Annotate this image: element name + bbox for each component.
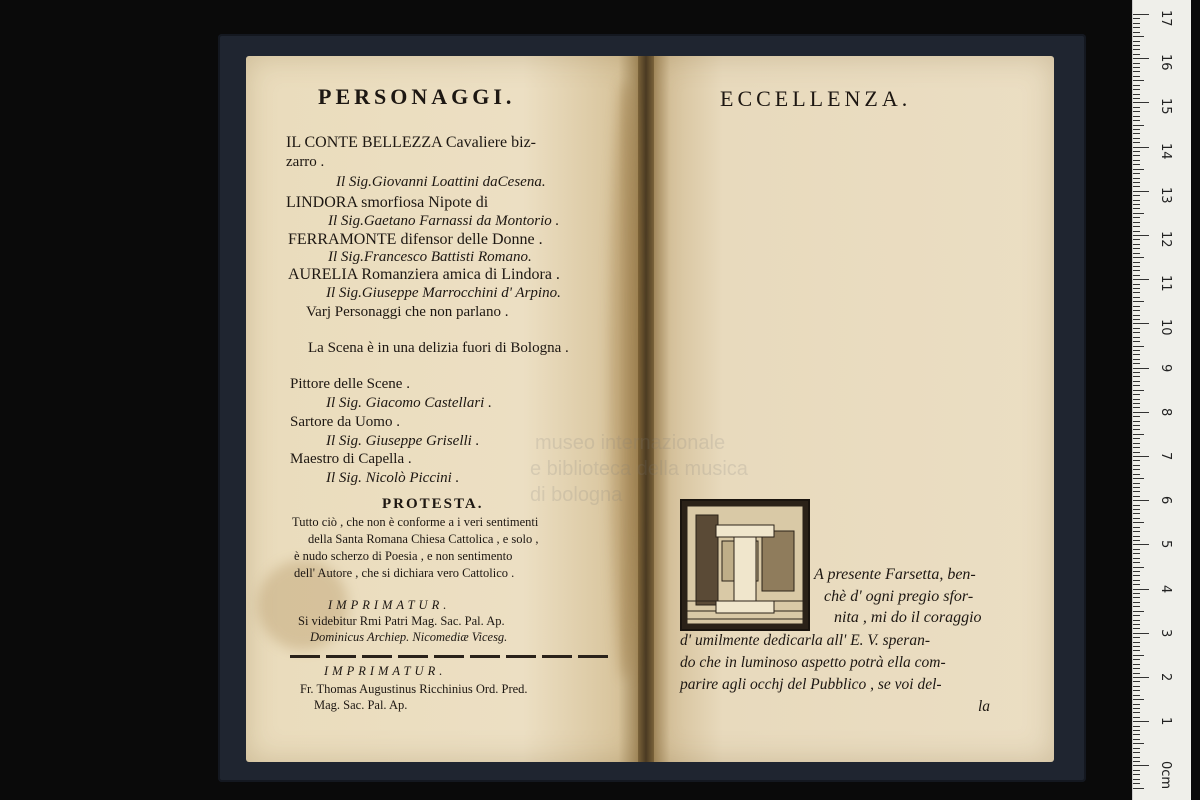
ruler-tick: [1133, 102, 1149, 103]
woodcut-illustration: [682, 501, 808, 629]
dedication-line: A presente Farsetta, ben-: [814, 566, 976, 583]
ruler-tick: [1133, 129, 1140, 130]
ruler-tick: [1133, 399, 1140, 400]
ruler-tick: [1133, 624, 1140, 625]
ruler-tick: [1133, 668, 1140, 669]
ruler-tick: [1133, 757, 1140, 758]
ruler-tick: [1133, 390, 1144, 391]
ruler-tick: [1133, 275, 1140, 276]
ruler-tick: [1133, 478, 1144, 479]
protesta-line: è nudo scherzo di Poesia , e non sentimento: [294, 549, 513, 563]
ruler-tick: [1133, 562, 1140, 563]
ruler-tick: [1133, 288, 1140, 289]
ruler-tick: [1133, 509, 1140, 510]
ruler-tick: [1133, 80, 1144, 81]
ruler-tick: [1133, 496, 1140, 497]
ruler-tick: [1133, 94, 1140, 95]
ruler-tick: [1133, 284, 1140, 285]
ruler-number: 14: [1158, 142, 1173, 160]
ruler-tick: [1133, 178, 1140, 179]
ruler-tick: [1133, 160, 1140, 161]
page-heading: ECCELLENZA.: [720, 86, 912, 111]
ruler-tick: [1133, 257, 1144, 258]
ruler-tick: [1133, 584, 1140, 585]
dedication-line: la: [978, 698, 991, 715]
ruler-tick: [1133, 770, 1140, 771]
imprimatur-title: IMPRIMATUR.: [324, 664, 447, 678]
ruler-tick: [1133, 337, 1140, 338]
ruler-tick: [1133, 89, 1140, 90]
ruler-tick: [1133, 253, 1140, 254]
ruler-tick: [1133, 173, 1140, 174]
ruler-tick: [1133, 527, 1140, 528]
ruler-tick: [1133, 465, 1140, 466]
ruler-tick: [1133, 659, 1140, 660]
ruler-tick: [1133, 217, 1140, 218]
ruler-tick: [1133, 452, 1140, 453]
ruler-tick: [1133, 49, 1140, 50]
ruler-tick: [1133, 381, 1140, 382]
ruler-tick: [1133, 429, 1140, 430]
ruler-tick: [1133, 63, 1140, 64]
ruler-tick: [1133, 14, 1149, 15]
credit-title: Pittore delle Scene .: [290, 376, 410, 392]
ruler-tick: [1133, 615, 1140, 616]
cast-role: AURELIA Romanziera amica di Lindora .: [288, 266, 560, 283]
dedication-line: do che in luminoso aspetto potrà ella com-: [680, 654, 946, 671]
ruler-tick: [1133, 71, 1140, 72]
ruler-tick: [1133, 677, 1149, 678]
watermark-line: museo internazionale: [535, 432, 726, 454]
ruler-tick: [1133, 642, 1140, 643]
cast-role: zarro .: [286, 154, 325, 170]
ruler-tick: [1133, 438, 1140, 439]
ruler-tick: [1133, 500, 1149, 501]
ruler-tick: [1133, 315, 1140, 316]
ruler-tick: [1133, 235, 1149, 236]
ruler-tick: [1133, 513, 1140, 514]
ruler-tick: [1133, 699, 1144, 700]
imprimatur-title: IMPRIMATUR.: [328, 598, 451, 612]
ruler-tick: [1133, 425, 1140, 426]
ruler-number: 11: [1158, 275, 1173, 292]
ruler-tick: [1133, 536, 1140, 537]
ruler-tick: [1133, 376, 1140, 377]
ruler-tick: [1133, 637, 1140, 638]
ruler-tick: [1133, 147, 1149, 148]
ruler-tick: [1133, 32, 1140, 33]
ruler-tick: [1133, 67, 1140, 68]
ruler-tick: [1133, 522, 1144, 523]
ruler-tick: [1133, 558, 1140, 559]
ruler-tick: [1133, 186, 1140, 187]
ruler-tick: [1133, 748, 1140, 749]
ruler-tick: [1133, 222, 1140, 223]
ruler-tick: [1133, 704, 1140, 705]
scene-line: La Scena è in una delizia fuori di Bologna .: [308, 340, 569, 356]
ruler-tick: [1133, 456, 1149, 457]
ruler-tick: [1133, 359, 1140, 360]
ruler-tick: [1133, 107, 1140, 108]
ruler-tick: [1133, 518, 1140, 519]
ruler-tick: [1133, 239, 1140, 240]
ruler-tick: [1133, 151, 1140, 152]
dedication-line: chè d' ogni pregio sfor-: [824, 588, 974, 605]
ruler-number: 7: [1158, 452, 1173, 461]
cast-role: LINDORA smorfiosa Nipote di: [286, 194, 489, 211]
ruler-tick: [1133, 133, 1140, 134]
ruler-tick: [1133, 717, 1140, 718]
watermark-line: e biblioteca della musica: [530, 458, 748, 480]
ruler-tick: [1133, 611, 1144, 612]
ruler-tick: [1133, 213, 1144, 214]
ruler-tick: [1133, 783, 1140, 784]
ruler-tick: [1133, 41, 1140, 42]
ruler-tick: [1133, 434, 1144, 435]
ruler-tick: [1133, 332, 1140, 333]
ruler-tick: [1133, 58, 1149, 59]
ruler-tick: [1133, 54, 1140, 55]
divider-rule: [290, 655, 612, 658]
ruler-tick: [1133, 262, 1140, 263]
cast-actor: Il Sig.Gaetano Farnassi da Montorio .: [328, 213, 560, 229]
ruler-tick: [1133, 597, 1140, 598]
ruler-tick: [1133, 297, 1140, 298]
ruler-tick: [1133, 726, 1140, 727]
protesta-line: dell' Autore , che si dichiara vero Cattolico .: [294, 566, 515, 580]
cast-actor: Il Sig.Francesco Battisti Romano.: [328, 249, 532, 265]
credit-title: Maestro di Capella .: [290, 451, 412, 467]
ruler-number: 1: [1158, 717, 1173, 726]
ruler-tick: [1133, 363, 1140, 364]
ruler-tick: [1133, 602, 1140, 603]
ruler-tick: [1133, 646, 1140, 647]
protesta-title: PROTESTA.: [382, 496, 484, 512]
ruler-tick: [1133, 567, 1144, 568]
imprimatur-line: Si videbitur Rmi Patri Mag. Sac. Pal. Ap.: [298, 614, 505, 628]
ruler-tick: [1133, 575, 1140, 576]
ruler-tick: [1133, 270, 1140, 271]
ruler-tick: [1133, 319, 1140, 320]
ruler-tick: [1133, 491, 1140, 492]
ruler-tick: [1133, 628, 1140, 629]
ruler-number: 0cm: [1158, 761, 1173, 790]
ruler-tick: [1133, 571, 1140, 572]
ruler-tick: [1133, 421, 1140, 422]
ruler-tick: [1133, 765, 1149, 766]
ruler-tick: [1133, 686, 1140, 687]
ruler-number: 2: [1158, 673, 1173, 682]
ruler-tick: [1133, 620, 1140, 621]
ruler-tick: [1133, 589, 1149, 590]
ruler-tick: [1133, 407, 1140, 408]
ruler-tick: [1133, 469, 1140, 470]
credit-title: Sartore da Uomo .: [290, 414, 400, 430]
imprimatur-line: Fr. Thomas Augustinus Ricchinius Ord. Pred.: [300, 682, 528, 696]
ruler-tick: [1133, 712, 1140, 713]
ruler-number: 3: [1158, 628, 1173, 638]
dedication-line: d' umilmente dedicarla all' E. V. speran-: [680, 632, 931, 649]
ruler-tick: [1133, 191, 1149, 192]
cast-actor: Il Sig.Giuseppe Marrocchini d' Arpino.: [326, 285, 561, 301]
ruler-tick: [1133, 730, 1140, 731]
ruler-tick: [1133, 120, 1140, 121]
ruler-number: 5: [1158, 540, 1173, 549]
ruler-tick: [1133, 292, 1140, 293]
ruler-tick: [1133, 743, 1144, 744]
ruler-number: 13: [1158, 186, 1173, 204]
ruler-tick: [1133, 182, 1140, 183]
ruler-number: 9: [1158, 363, 1173, 372]
ruler-tick: [1133, 76, 1140, 77]
ruler-tick: [1133, 372, 1140, 373]
ruler-tick: [1133, 350, 1140, 351]
ruler-tick: [1133, 752, 1140, 753]
cast-role: IL CONTE BELLEZZA Cavaliere biz-: [286, 134, 536, 151]
ruler-number: 12: [1158, 231, 1173, 248]
ruler-number: 16: [1158, 54, 1173, 71]
ruler-number: 4: [1158, 584, 1173, 593]
ruler-tick: [1133, 279, 1149, 280]
ruler-tick: [1133, 673, 1140, 674]
ruler-tick: [1133, 385, 1140, 386]
ruler-tick: [1133, 633, 1149, 634]
ruler-tick: [1133, 310, 1140, 311]
ruler-tick: [1133, 85, 1140, 86]
protesta-line: della Santa Romana Chiesa Cattolica , e solo ,: [308, 532, 539, 546]
ruler-tick: [1133, 708, 1140, 709]
dedication-line: nita , mi do il coraggio: [834, 609, 982, 626]
book-gutter: [638, 56, 654, 762]
ruler-tick: [1133, 18, 1140, 19]
ruler-tick: [1133, 483, 1140, 484]
ruler-tick: [1133, 593, 1140, 594]
ruler-tick: [1133, 690, 1140, 691]
ruler-tick: [1133, 195, 1140, 196]
ruler-tick: [1133, 531, 1140, 532]
ruler-tick: [1133, 474, 1140, 475]
measuring-ruler: [1132, 0, 1191, 800]
ruler-tick: [1133, 208, 1140, 209]
ruler-tick: [1133, 580, 1140, 581]
ruler-tick: [1133, 164, 1140, 165]
credit-name: Il Sig. Giacomo Castellari .: [326, 395, 492, 411]
ruler-tick: [1133, 204, 1140, 205]
ruler-tick: [1133, 248, 1140, 249]
ruler-tick: [1133, 27, 1140, 28]
ruler-tick: [1133, 155, 1140, 156]
ruler-tick: [1133, 368, 1149, 369]
ruler-tick: [1133, 487, 1140, 488]
ruler-tick: [1133, 169, 1144, 170]
ruler-tick: [1133, 36, 1144, 37]
cast-actor: Il Sig.Giovanni Loattini daCesena.: [336, 174, 546, 190]
imprimatur-line: Dominicus Archiep. Nicomediæ Vicesg.: [310, 630, 508, 644]
ruler-tick: [1133, 412, 1149, 413]
watermark-line: di bologna: [530, 484, 623, 506]
page-heading: PERSONAGGI.: [318, 84, 516, 109]
woodcut-initial-letter: [680, 499, 810, 631]
ruler-tick: [1133, 244, 1140, 245]
cast-role: FERRAMONTE difensor delle Donne .: [288, 231, 543, 248]
ruler-tick: [1133, 447, 1140, 448]
ruler-tick: [1133, 739, 1140, 740]
ruler-tick: [1133, 606, 1140, 607]
ruler-tick: [1133, 664, 1140, 665]
ruler-tick: [1133, 138, 1140, 139]
ruler-tick: [1133, 226, 1140, 227]
ruler-tick: [1133, 761, 1140, 762]
ruler-tick: [1133, 460, 1140, 461]
ruler-tick: [1133, 774, 1140, 775]
ruler-tick: [1133, 354, 1140, 355]
ruler-tick: [1133, 779, 1140, 780]
ruler-number: 10: [1158, 319, 1173, 336]
ruler-number: 6: [1158, 496, 1173, 505]
ruler-tick: [1133, 323, 1149, 324]
ruler-tick: [1133, 231, 1140, 232]
ruler-tick: [1133, 721, 1149, 722]
ruler-tick: [1133, 549, 1140, 550]
imprimatur-line: Mag. Sac. Pal. Ap.: [314, 698, 408, 712]
ruler-tick: [1133, 98, 1140, 99]
paper-stain: [610, 80, 640, 680]
ruler-tick: [1133, 443, 1140, 444]
ruler-tick: [1133, 306, 1140, 307]
credit-name: Il Sig. Giuseppe Griselli .: [326, 433, 480, 449]
others-line: Varj Personaggi che non parlano .: [306, 304, 509, 320]
ruler-tick: [1133, 45, 1140, 46]
ruler-tick: [1133, 544, 1149, 545]
ruler-tick: [1133, 416, 1140, 417]
ruler-number: 17: [1158, 10, 1173, 27]
ruler-tick: [1133, 346, 1144, 347]
ruler-tick: [1133, 341, 1140, 342]
ruler-tick: [1133, 788, 1144, 789]
ruler-tick: [1133, 734, 1140, 735]
ruler-tick: [1133, 553, 1140, 554]
ruler-tick: [1133, 394, 1140, 395]
protesta-line: Tutto ciò , che non è conforme a i veri sentimenti: [292, 515, 539, 529]
ruler-tick: [1133, 301, 1144, 302]
ruler-tick: [1133, 540, 1140, 541]
ruler-tick: [1133, 266, 1140, 267]
ruler-tick: [1133, 111, 1140, 112]
credit-name: Il Sig. Nicolò Piccini .: [326, 470, 460, 486]
ruler-tick: [1133, 116, 1140, 117]
ruler-tick: [1133, 403, 1140, 404]
ruler-tick: [1133, 142, 1140, 143]
ruler-tick: [1133, 655, 1144, 656]
ruler-tick: [1133, 695, 1140, 696]
ruler-tick: [1133, 505, 1140, 506]
ruler-tick: [1133, 200, 1140, 201]
ruler-tick: [1133, 23, 1140, 24]
ruler-tick: [1133, 125, 1144, 126]
ruler-number: 15: [1158, 98, 1173, 115]
ruler-tick: [1133, 328, 1140, 329]
dedication-line: parire agli occhj del Pubblico , se voi del-: [680, 676, 942, 693]
ruler-tick: [1133, 681, 1140, 682]
ruler-number: 8: [1158, 407, 1173, 417]
ruler-tick: [1133, 650, 1140, 651]
